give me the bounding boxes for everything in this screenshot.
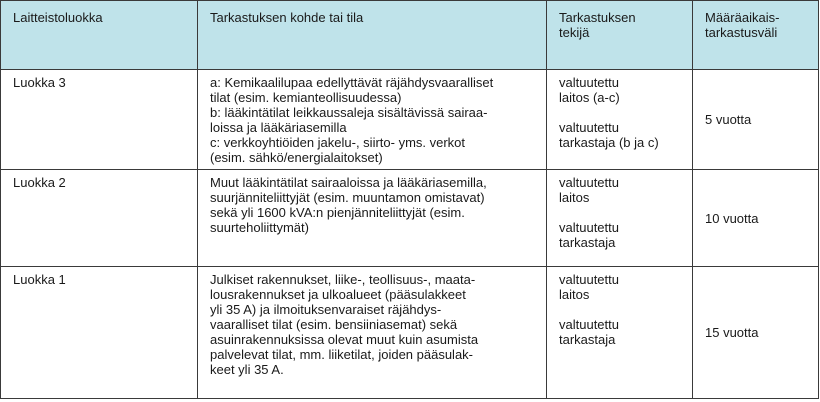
inspector-cell: valtuutettu laitos valtuutettu tarkastaja xyxy=(547,170,693,267)
class-cell: Luokka 1 xyxy=(1,267,198,399)
interval-cell: 15 vuotta xyxy=(693,267,819,399)
inspector-cell: valtuutettu laitos valtuutettu tarkastaja xyxy=(547,267,693,399)
interval-cell: 5 vuotta xyxy=(693,70,819,170)
header-equipment-class: Laitteistoluokka xyxy=(1,1,198,70)
table-row xyxy=(1,267,819,399)
header-row xyxy=(1,1,819,70)
header-inspection-target: Tarkastuksen kohde tai tila xyxy=(198,1,547,70)
target-cell: Julkiset rakennukset, liike-, teollisuus-, maata- lousrakennukset ja ulkoalueet (pääsulakkeet yli 35 A) ja ilmoituksenvaraiset räjähdys- vaaralliset tilat (esim. bensiiniasemat) sekä asuinrakennuksissa olevat muut kuin asumista palvelevat tilat, mm. liiketilat, joiden pääsulak- keet yli 35 A. xyxy=(198,267,547,399)
table-row xyxy=(1,70,819,170)
table-row xyxy=(1,170,819,267)
header-inspector: Tarkastuksen tekijä xyxy=(547,1,693,70)
interval-cell: 10 vuotta xyxy=(693,170,819,267)
header-interval: Määräaikais- tarkastusväli xyxy=(693,1,819,70)
target-cell: Muut lääkintätilat sairaaloissa ja lääkäriasemilla, suurjänniteliittyjät (esim. muuntamon omistavat) sekä yli 1600 kVA:n pienjänniteliittyjät (esim. suurteholiittymät) xyxy=(198,170,547,267)
target-cell: a: Kemikaalilupaa edellyttävät räjähdysvaaralliset tilat (esim. kemianteollisuudessa) b: lääkintätilat leikkaussaleja sisältävissä sairaa- loissa ja lääkäriasemilla c: verkkoyhtiöiden jakelu-, siirto- yms. verkot (esim. sähkö/energialaitokset) xyxy=(198,70,547,170)
class-cell: Luokka 2 xyxy=(1,170,198,267)
class-cell: Luokka 3 xyxy=(1,70,198,170)
inspector-cell: valtuutettu laitos (a-c) valtuutettu tarkastaja (b ja c) xyxy=(547,70,693,170)
